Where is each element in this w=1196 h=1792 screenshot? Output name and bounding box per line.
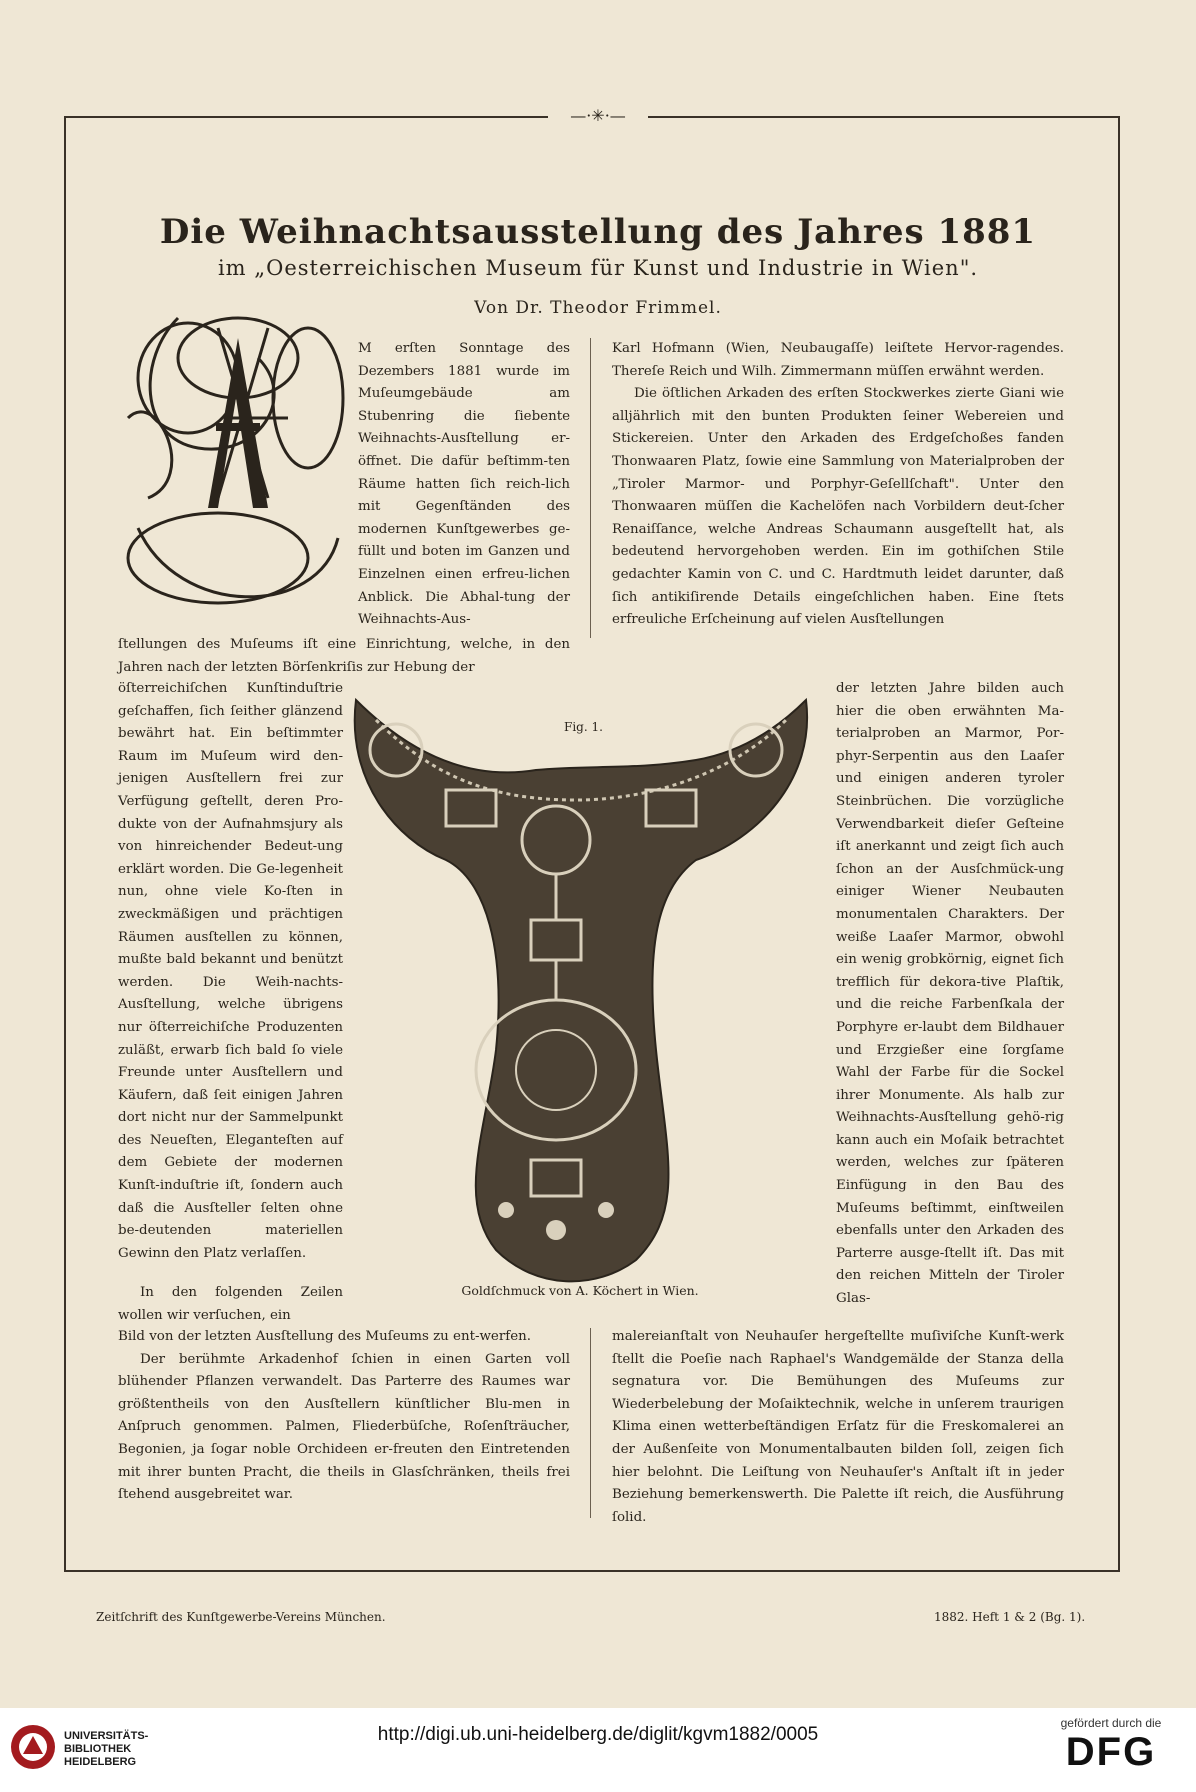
left-column-bottom-paragraph — [118, 1326, 570, 1507]
dfg-logo[interactable] — [1036, 1716, 1186, 1784]
top-ornament: —·✳·— — [548, 106, 648, 126]
article-byline: Von Dr. Theodor Frimmel. — [474, 298, 722, 318]
paragraph-continuation: Bild von der letzten Ausſtellung des Muſeums zu ent-werfen. — [118, 1329, 532, 1344]
figure-caption: Goldſchmuck von A. Köchert in Wien. — [461, 1283, 699, 1298]
paragraph-arkadenhof: Der berühmte Arkadenhof ſchien in einen Garten voll blühender Pflanzen verwandelt. Das Parterre des Raumes war größtentheils von den Ausſtellern künſtlicher Blu-men in Anſpruch genommen. Palmen, Fliederbüſche, Roſenſträucher, Begonien, ja ſogar noble Orchideen er-freuten den Eintretenden mit ihrer bunten Pracht, die theils in Glasſchränken, theils frei ſtehend ausgebreitet war. — [118, 1351, 570, 1503]
right-column-top-paragraphs — [612, 338, 1064, 632]
right-column-narrow-paragraph: der letzten Jahre bilden auch hier die oben erwähnten Ma-terialproben an Marmor, Por-phyr-Serpentin aus den Laaſer und einigen anderen tyroler Steinbrüchen. Die vorzügliche Verwendbarkeit dieſer Geſteine iſt anerkannt und zeigt ſich auch ſchon an der Ausſchmück-ung einiger Wiener Neubauten monumentalen Charakters. Der weiße Laaſer Marmor, obwohl ein wenig grobkörnig, eignet ſich trefflich für dekora-tive Plaſtik, und die reiche Farbenſkala der Porphyre er-laubt dem Bildhauer und Erzgießer eine ſorgſame Wahl der Farbe für die Sockel ihrer Monumente. Als halb zur Weihnachts-Ausſtellung gehö-rig kann auch ein Moſaik betrachtet werden, welches zur ſpäteren Einfügung in den Bau des Muſeums beſtimmt, einſtweilen ebenfalls unter den Arkaden des Parterre ausge-ſtellt iſt. Das mit den reichen Mitteln der Tiroler Glas- — [836, 681, 1064, 1307]
uni-name-line-1: UNIVERSITÄTS- — [64, 1730, 149, 1742]
decorative-initial-a-image — [118, 298, 360, 626]
paragraph-arkaden: Die öſtlichen Arkaden des erſten Stockwerkes zierte Giani wie alljährlich mit den bunten Produkten ſeiner Webereien und Stickereien. Unter den Arkaden des Erdgeſchoßes fanden Thonwaaren Platz, ſowie eine Sammlung von Materialproben der „Tiroler Marmor- und Porphyr-Geſellſchaft". Unter den Thonwaaren müſſen die Kachelöfen nach Vorbildern deut-ſcher Renaiſſance, welche Andreas Schaumann ausgeſtellt hat, als bedeutend hervorgehoben werden. Ein im gothiſchen Stile gedachter Kamin von C. und C. Hardtmuth leidet darunter, daß ſich antikiſirende Details eingeſchlichen haben. Eine ſtets erfreuliche Erſcheinung auf vielen Ausſtellungen — [612, 386, 1064, 628]
left-column-initial-paragraph: M erſten Sonntage des Dezembers 1881 wurde im Muſeumgebäude am Stubenring die ſiebente Weihnachts-Ausſtellung er-öffnet. Die dafür beſtimm-ten Räume hatten ſich reich-lich mit Gegenſtänden des modernen Kunſtgewerbes ge-füllt und boten im Ganzen und Einzelnen einen erfreu-lichen Anblick. Die Abhal-tung der Weihnachts-Aus- — [358, 341, 570, 628]
column-divider-top — [590, 338, 591, 638]
right-column-bottom-paragraph: malereianſtalt von Neuhauſer hergeſtellte muſiviſche Kunſt-werk ſtellt die Poeſie nach Raphael's Wandgemälde der Stanza della segnatura vor. Die Bemühungen des Muſeums zur Wiederbelebung der Moſaiktechnik, welche in unſerem traurigen Klima einen wetterbeſtändigen Erſatz für die Freskomalerei an der Außenſeite von Monumentalbauten bilden ſoll, zeigen ſich hier belohnt. Die Leiſtung von Neuhauſer's Anſtalt iſt in jeder Beziehung bemerkenswerth. Die Palette iſt reich, die Ausführung ſolid. — [612, 1329, 1064, 1525]
paragraph-start: In den folgenden Zeilen wollen wir verſuchen, ein — [118, 1285, 343, 1323]
dfg-wordmark: DFG — [1065, 1730, 1157, 1774]
left-column-narrow-paragraph-2 — [118, 1282, 343, 1327]
article-subtitle: im „Oesterreichischen Museum für Kunst und Industrie in Wien". — [217, 256, 979, 280]
footer-issue-info: 1882. Heft 1 & 2 (Bg. 1). — [934, 1610, 1086, 1624]
left-column-narrow-paragraph: öſterreichiſchen Kunſtinduſtrie geſchaffen, ſich ſeither glänzend bewährt hat. Ein beſtimmter Raum im Muſeum wird den-jenigen Ausſtellern frei zur Verfügung geſtellt, deren Pro-dukte von der Aufnahmsjury als von hinreichender Bedeut-ung erklärt worden. Die Ge-legenheit nun, ohne viele Ko-ſten in zweckmäßigen und prächtigen Räumen ausſtellen zu können, mußte bald bekannt und benützt werden. Die Weih-nachts-Ausſtellung, welche übrigens nur öſterreichiſche Produzenten zuläßt, erwarb ſich bald ſo viele Freunde unter Ausſtellern und Käufern, daß ſeit einigen Jahren dort nicht nur der Sammelpunkt des Neueſten, Eleganteſten auf dem Gebiete der modernen Kunſt-induſtrie iſt, ſondern auch daß die Ausſteller ſelten ohne be-deutenden materiellen Gewinn den Platz verlaſſen. — [118, 681, 343, 1261]
footer-journal-name: Zeitſchrift des Kunſtgewerbe-Vereins München. — [96, 1610, 386, 1624]
figure-label: Fig. 1. — [564, 720, 603, 734]
left-column-full-width-paragraph: ſtellungen des Muſeums iſt eine Einrichtung, welche, in den Jahren nach der letzten Börſenkriſis zur Hebung der — [118, 637, 570, 675]
uni-name-line-3: HEIDELBERG — [64, 1756, 137, 1768]
dfg-funded-by-text: gefördert durch die — [1060, 1716, 1162, 1730]
permalink-url[interactable]: http://digi.ub.uni-heidelberg.de/diglit/kgvm1882/0005 — [377, 1724, 819, 1745]
article-title: Die Weihnachtsausstellung des Jahres 1881 — [159, 212, 1037, 252]
digitization-bar — [0, 1708, 1196, 1792]
column-divider-bottom — [590, 1328, 591, 1518]
jewelry-engraving-image — [336, 690, 824, 1292]
uni-name-line-2: BIBLIOTHEK — [64, 1743, 132, 1755]
paragraph-hofmann: Karl Hofmann (Wien, Neubaugaſſe) leiſtete Hervor-ragendes. Thereſe Reich und Wilh. Zimmermann müſſen erwähnt werden. — [612, 341, 1064, 379]
